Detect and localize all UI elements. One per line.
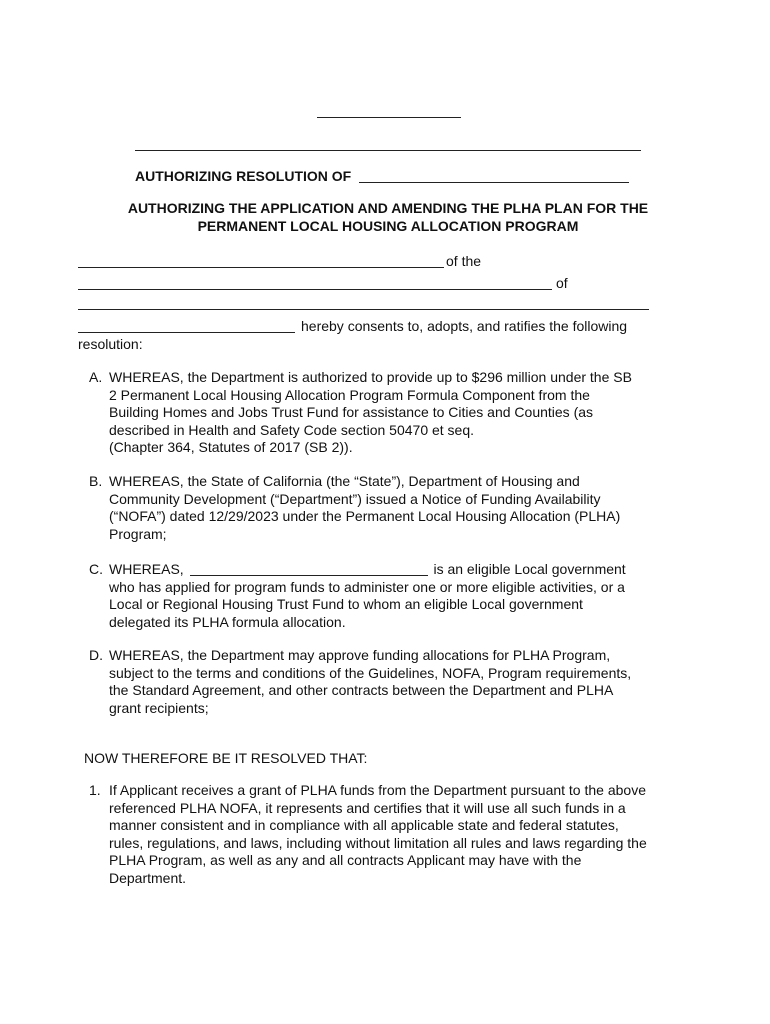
of-label: of [556, 275, 568, 291]
top-long-blank-line[interactable] [135, 150, 641, 151]
clause-first-line [109, 561, 689, 579]
clause-marker: B. [89, 473, 103, 489]
clause-line: described in Health and Safety Code section 50470 et seq. [109, 421, 475, 438]
whereas-clause-a [89, 369, 699, 459]
clause-line: delegated its PLHA formula allocation. [109, 613, 346, 630]
governing-body-blank[interactable] [78, 253, 444, 268]
consents-text: hereby consents to, adopts, and ratifies the following [301, 318, 628, 334]
clause-line: WHEREAS, the Department may approve funding allocations for PLHA Program, [109, 647, 611, 663]
clause-line: Community Development (“Department”) issued a Notice of Funding Availability [109, 490, 601, 507]
resolution-subtitle-line-2: PERMANENT LOCAL HOUSING ALLOCATION PROGRAM [197, 218, 579, 234]
clause-marker: 1. [89, 782, 101, 798]
clause-marker: D. [89, 647, 103, 663]
clause-line: subject to the terms and conditions of the Guidelines, NOFA, Program requirements, [109, 664, 632, 681]
clause-line: (Chapter 364, Statutes of 2017 (SB 2)). [109, 439, 353, 455]
clause-marker: C. [89, 561, 103, 577]
applicant-name-blank[interactable] [78, 275, 552, 290]
resolution-title-text: AUTHORIZING RESOLUTION OF [135, 168, 352, 184]
clause-line: WHEREAS, the State of California (the “State”), Department of Housing and [109, 473, 580, 489]
preamble-line-of [78, 275, 568, 293]
whereas-clause-b [89, 473, 699, 545]
clause-line: manner consistent and in compliance with all applicable state and federal statutes, [109, 817, 619, 833]
whereas-clause-c [89, 561, 699, 633]
preamble-line-consents [78, 318, 627, 336]
resolution-title-blank[interactable] [359, 168, 629, 183]
resolution-title [135, 168, 629, 186]
clause-line: grant recipients; [109, 699, 209, 716]
whereas-clause-d [89, 647, 699, 719]
clause-line: WHEREAS, the Department is authorized to provide up to $296 million under the SB [109, 369, 632, 385]
clause-line: PLHA Program, as well as any and all contracts Applicant may have with the [109, 852, 582, 868]
clause-line: who has applied for program funds to administer one or more eligible activities, or a [109, 578, 625, 595]
resolution-label: resolution: [78, 336, 143, 352]
resolved-item-1 [89, 782, 699, 890]
clause-line: Program; [109, 525, 167, 542]
clause-line: If Applicant receives a grant of PLHA funds from the Department pursuant to the above [109, 782, 646, 798]
clause-line: Building Homes and Jobs Trust Fund for assistance to Cities and Counties (as [109, 404, 594, 420]
resolved-heading: NOW THEREFORE BE IT RESOLVED THAT: [84, 750, 368, 766]
local-government-blank[interactable] [190, 561, 428, 576]
of-the-label: of the [446, 253, 482, 269]
top-short-blank-line[interactable] [317, 117, 461, 118]
preamble-line-of-the [78, 253, 481, 271]
jurisdiction-blank-line[interactable] [78, 309, 649, 310]
whereas-suffix: is an eligible Local government [433, 561, 626, 577]
clause-line: Local or Regional Housing Trust Fund to whom an eligible Local government [109, 596, 583, 612]
whereas-prefix: WHEREAS, [109, 561, 184, 577]
clause-line: rules, regulations, and laws, including without limitation all rules and laws regarding the [109, 834, 647, 851]
clause-line: the Standard Agreement, and other contracts between the Department and PLHA [109, 682, 614, 698]
clause-line: Department. [109, 869, 187, 886]
clause-marker: A. [89, 369, 103, 385]
signatory-blank[interactable] [78, 318, 295, 333]
clause-line: 2 Permanent Local Housing Allocation Program Formula Component from the [109, 386, 590, 403]
resolution-subtitle-line-1: AUTHORIZING THE APPLICATION AND AMENDING THE PLHA PLAN FOR THE [127, 200, 649, 216]
clause-line: (“NOFA”) dated 12/29/2023 under the Permanent Local Housing Allocation (PLHA) [109, 508, 621, 524]
clause-line: referenced PLHA NOFA, it represents and certifies that it will use all such funds in a [109, 799, 626, 816]
